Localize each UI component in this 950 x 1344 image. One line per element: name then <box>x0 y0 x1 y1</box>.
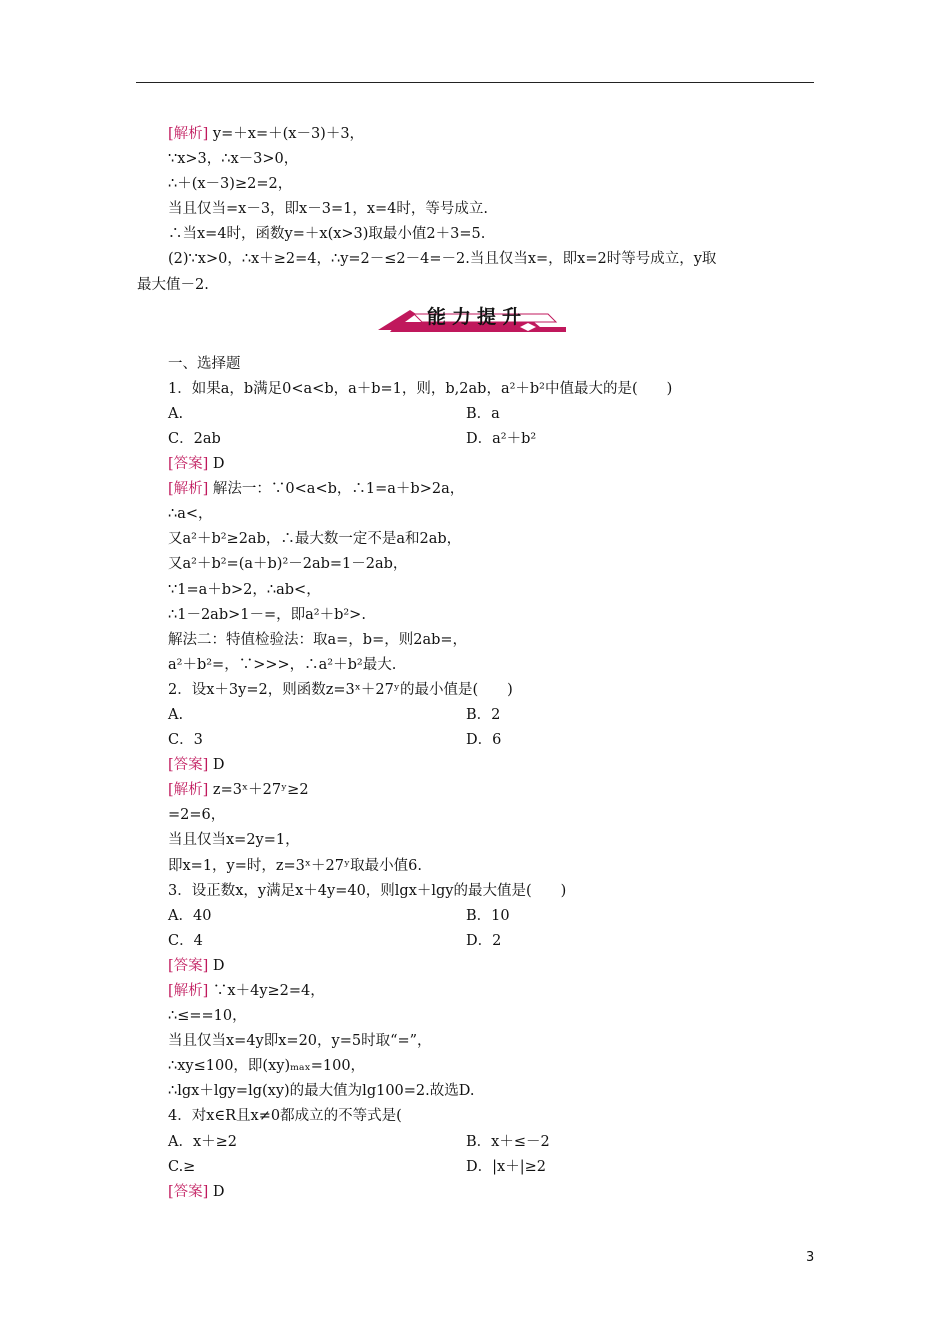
text-line <box>168 452 828 477</box>
text-line <box>168 753 828 778</box>
line-text: 最大值－2. <box>137 276 209 293</box>
line-text: 解法一：∵0<a<b，∴1=a＋b>2a， <box>208 481 465 498</box>
line-text: C．2ab <box>168 430 221 447</box>
line-text: D <box>208 957 225 974</box>
page-number: 3 <box>806 1250 815 1265</box>
text-line <box>168 603 828 628</box>
text-line <box>168 527 828 552</box>
text-line <box>168 352 828 377</box>
text-line <box>168 929 828 954</box>
text-line <box>168 1104 828 1129</box>
text-line <box>168 879 828 904</box>
line-text: 又a²＋b²≥2ab，∴最大数一定不是a和2ab， <box>168 531 462 548</box>
text-line <box>168 402 828 427</box>
text-line <box>168 828 828 853</box>
header-rule <box>136 82 814 83</box>
text-line <box>168 502 828 527</box>
option-right: B．a <box>466 405 500 422</box>
section-banner <box>168 298 828 352</box>
page-content <box>137 122 828 1205</box>
text-line <box>168 122 828 147</box>
line-text: ∵x＋4y≥2=4， <box>208 983 325 999</box>
label-tag: [答案] <box>168 957 209 974</box>
label-tag: [答案] <box>168 456 209 473</box>
line-text: ∴lgx＋lgy=lg(xy)的最大值为lg100=2.故选D. <box>168 1083 475 1100</box>
line-text: ∵x>3，∴x－3>0， <box>168 151 299 168</box>
line-text: (2)∵x>0，∴x＋≥2=4，∴y=2－≤2－4=－2.当且仅当x=，即x=2时等号成立，y取 <box>168 251 717 268</box>
line-text: ∵1=a＋b>2，∴ab<， <box>168 581 321 598</box>
text-line <box>168 703 828 728</box>
option-right: B．2 <box>466 706 501 723</box>
line-text: 1．如果a，b满足0<a<b，a＋b=1，则，b,2ab，a²＋b²中值最大的是( ) <box>168 380 673 397</box>
text-line <box>168 803 828 828</box>
label-tag: [解析] <box>168 983 209 999</box>
label-tag: [解析] <box>168 126 209 142</box>
banner-title: 能力提升 <box>426 305 527 328</box>
text-line <box>168 552 828 577</box>
text-line <box>168 197 828 222</box>
text-line <box>168 1054 828 1079</box>
text-line <box>168 222 828 247</box>
line-text: A. <box>168 405 184 422</box>
text-line <box>168 778 828 803</box>
text-line <box>168 628 828 653</box>
option-right: B．10 <box>466 907 510 924</box>
line-text: A．40 <box>168 907 212 924</box>
line-text: 当且仅当x=2y=1， <box>168 832 300 849</box>
text-line <box>168 1155 828 1180</box>
line-text: 又a²＋b²=(a＋b)²－2ab=1－2ab， <box>168 556 408 573</box>
line-text: 即x=1，y=时，z=3ˣ＋27ʸ取最小值6. <box>168 857 422 874</box>
option-right: D．|x＋|≥2 <box>466 1158 546 1175</box>
line-text: z=3ˣ＋27ʸ≥2 <box>208 782 309 799</box>
option-right: B．x＋≤－2 <box>466 1133 550 1150</box>
text-line <box>168 1180 828 1205</box>
line-text: y=＋x=＋(x－3)＋3， <box>208 126 365 142</box>
line-text: ∴a<， <box>168 506 213 523</box>
line-text: =2=6， <box>168 807 226 824</box>
label-tag: [解析] <box>168 481 209 498</box>
text-line <box>168 1130 828 1155</box>
line-text: 当且仅当=x－3，即x－3=1，x=4时，等号成立. <box>168 201 488 218</box>
text-line <box>168 1079 828 1104</box>
option-right: D．2 <box>466 932 502 949</box>
text-line <box>168 728 828 753</box>
exercise-section <box>168 352 828 1205</box>
text-line <box>168 1004 828 1029</box>
line-text: C.≥ <box>168 1158 196 1175</box>
solution-section <box>137 122 828 298</box>
text-line <box>168 427 828 452</box>
text-line <box>168 678 828 703</box>
line-text: 一、选择题 <box>168 355 241 372</box>
line-text: A. <box>168 706 184 723</box>
label-tag: [答案] <box>168 1183 209 1200</box>
text-line <box>168 854 828 879</box>
line-text: D <box>208 456 225 473</box>
text-line <box>168 1029 828 1054</box>
text-line <box>168 653 828 678</box>
text-line <box>168 377 828 402</box>
text-line <box>168 979 828 1004</box>
line-text: C．3 <box>168 732 203 749</box>
text-line <box>168 247 828 272</box>
line-text: ∴≤==10， <box>168 1008 247 1025</box>
label-tag: [答案] <box>168 757 209 774</box>
line-text: ∴xy≤100，即(xy)ₘₐₓ=100， <box>168 1058 366 1075</box>
line-text: a²＋b²=，∵>>>，∴a²＋b²最大. <box>168 656 397 673</box>
line-text: 当且仅当x=4y即x=20，y=5时取“=”， <box>168 1033 432 1050</box>
line-text: 4．对x∈R且x≠0都成立的不等式是( <box>168 1108 402 1125</box>
line-text: ∴当x=4时，函数y=＋x(x>3)取最小值2＋3=5. <box>168 226 486 243</box>
text-line <box>168 954 828 979</box>
label-tag: [解析] <box>168 782 209 799</box>
text-line <box>137 273 828 298</box>
text-line <box>168 147 828 172</box>
line-text: C．4 <box>168 932 203 949</box>
line-text: 解法二：特值检验法：取a=，b=，则2ab=， <box>168 631 468 648</box>
option-right: D．6 <box>466 732 502 749</box>
line-text: ∴＋(x－3)≥2=2， <box>168 176 293 193</box>
text-line <box>168 172 828 197</box>
text-line <box>168 578 828 603</box>
line-text: 2．设x＋3y=2，则函数z=3ˣ＋27ʸ的最小值是( ) <box>168 681 513 698</box>
line-text: 3．设正数x，y满足x＋4y=40，则lgx＋lgy的最大值是( ) <box>168 882 567 899</box>
line-text: ∴1－2ab>1－=，即a²＋b²>. <box>168 606 366 623</box>
line-text: D <box>208 757 225 774</box>
text-line <box>168 904 828 929</box>
option-right: D．a²＋b² <box>466 430 537 447</box>
text-line <box>168 477 828 502</box>
line-text: D <box>208 1183 225 1200</box>
line-text: A．x＋≥2 <box>168 1133 238 1150</box>
